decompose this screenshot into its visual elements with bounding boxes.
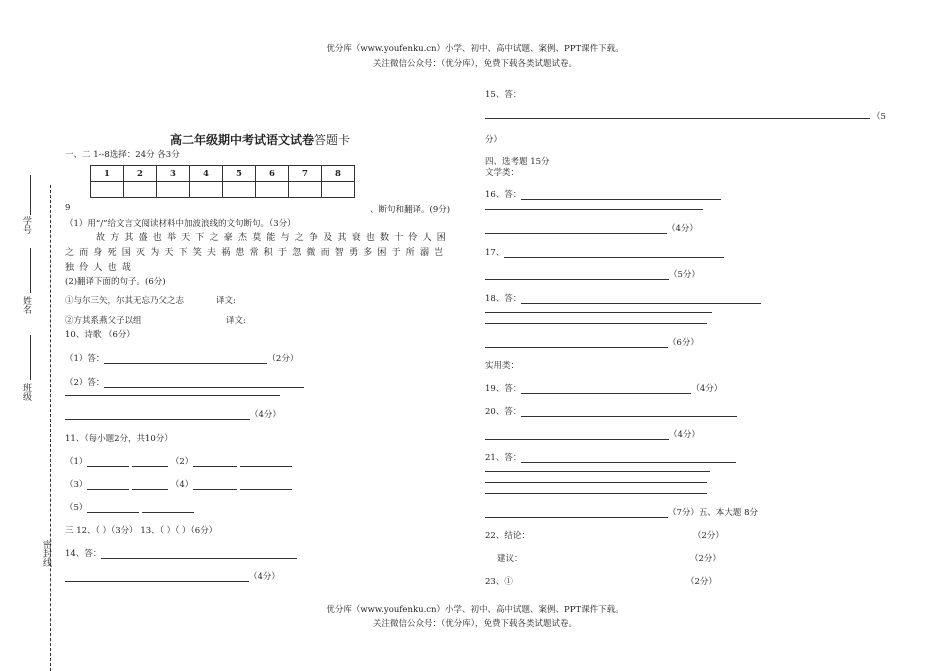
q10-2-answer-line-2[interactable] (65, 395, 280, 396)
q19-label: 19、答： (485, 384, 522, 394)
footer-line-2: 关注微信公众号：（优分库），免费下载各类试题试卷。 (372, 619, 577, 629)
q11-4-label: （4） (170, 480, 194, 490)
table-header-cell: 3 (157, 166, 190, 182)
footer-line-1: 优分库（www.youfenku.cn）小学、初中、高中试题、案例、PPT课件下载。 (326, 605, 624, 615)
q19-answer-line[interactable] (521, 384, 691, 394)
answer-cell[interactable] (190, 182, 223, 198)
passage-line-1: 故方其盛也举天下之豪杰莫能与之争及其衰也数十伶人困 (96, 233, 452, 243)
translation-1-sentence: ①与尔三矢，尔其无忘乃父之志 (65, 296, 185, 306)
q11-row-3 (65, 501, 194, 513)
q11-5-blank-a[interactable] (87, 503, 139, 513)
passage-line-3: 独伶人也哉 (65, 263, 137, 273)
q17-row (485, 246, 724, 258)
q10-2-label: （2）答： (65, 378, 105, 388)
answer-cell[interactable] (256, 182, 289, 198)
answer-cell[interactable] (322, 182, 355, 198)
q23-label: 23、① (485, 577, 513, 587)
q12-13-row: 三 12、（ ）（3分） 13、（ ）（ ）（6分） (65, 526, 218, 536)
answer-cell[interactable] (124, 182, 157, 198)
q9-title: 、断句和翻译。(9分) (370, 205, 451, 215)
table-header-cell: 8 (322, 166, 355, 182)
q17-score: （5分） (669, 270, 700, 280)
q18-answer-line[interactable] (521, 294, 761, 304)
q16-answer-line-2[interactable] (485, 209, 703, 210)
q21-label: 21、答： (485, 453, 522, 463)
q15-label: 15、答： (485, 90, 522, 100)
choice-answer-table (90, 165, 355, 198)
q11-row-1 (65, 455, 292, 467)
q11-1-blank-b[interactable] (132, 457, 168, 467)
q14-answer-line-2[interactable] (65, 572, 249, 582)
q21-answer-line[interactable] (521, 453, 736, 463)
q18-answer-line-2[interactable] (485, 312, 712, 313)
q11-1-blank-a[interactable] (87, 457, 129, 467)
header-line-2: 关注微信公众号：（优分库），免费下载各类试题试卷。 (372, 59, 577, 69)
q14-score: （4分） (249, 572, 280, 582)
q14-answer-line[interactable] (101, 549, 297, 559)
q15-score-b: 分） (485, 135, 503, 145)
seal-dashed-line (50, 185, 51, 671)
q10-title: 10、诗歌 （6分） (65, 330, 135, 340)
q22-advice-label: 建议： (497, 554, 523, 564)
q22-conclusion-score: （2分） (693, 531, 724, 541)
class-label: 班级 (21, 383, 31, 401)
q21-row (485, 451, 736, 463)
q21-score: （7分）五、本大题 8分 (668, 508, 759, 518)
title-main: 高二年级期中考试语文试卷 (170, 133, 315, 147)
practical-label: 实用类： (485, 361, 520, 371)
q23-score: （2分） (686, 577, 717, 587)
student-no-label: 学号 (21, 216, 31, 234)
q21-answer-line-2[interactable] (485, 471, 710, 472)
name-line (30, 248, 31, 293)
q10-2-row-3 (65, 408, 281, 420)
table-header-cell: 1 (91, 166, 124, 182)
q16-label: 16、答： (485, 190, 522, 200)
q16-answer-line-3[interactable] (485, 224, 667, 234)
answer-cell[interactable] (91, 182, 124, 198)
answer-cell[interactable] (223, 182, 256, 198)
answer-cell[interactable] (289, 182, 322, 198)
header-line-1: 优分库（www.youfenku.cn）小学、初中、高中试题、案例、PPT课件下载。 (326, 44, 624, 54)
q11-4-blank-a[interactable] (193, 480, 237, 490)
q10-1-label: （1）答： (65, 354, 105, 364)
q18-label: 18、答： (485, 294, 522, 304)
q17-label: 17、 (485, 248, 505, 258)
q18-answer-line-4[interactable] (485, 338, 668, 348)
q11-4-blank-b[interactable] (240, 480, 292, 490)
q10-2-answer-line-3[interactable] (65, 410, 250, 420)
q11-3-blank-a[interactable] (87, 480, 129, 490)
q21-row-5 (485, 506, 758, 518)
q9-2-instruction: (2)翻译下面的句子。(6分) (65, 277, 166, 287)
q14-row (65, 547, 297, 559)
q17-row-2 (485, 268, 700, 280)
q11-2-blank-b[interactable] (240, 457, 292, 467)
table-header-cell: 2 (124, 166, 157, 182)
q11-title: 11、（每小题2分，共10分） (65, 434, 173, 444)
q16-row-3 (485, 222, 698, 234)
section-1-label: 一、二 1--8选择：24分 各3分 (65, 150, 180, 160)
q18-score: （6分） (668, 338, 699, 348)
passage-line-2: 之而身死国灭为天下笑夫祸患常积于忽微而智勇多困于所溺岂 (65, 248, 449, 258)
q22-conclusion-label: 22、结论： (485, 531, 530, 541)
q11-1-label: （1） (65, 457, 88, 467)
page-title (170, 131, 350, 148)
q10-2-score: （4分） (250, 410, 281, 420)
table-header-cell: 6 (256, 166, 289, 182)
q22-advice-score: （2分） (690, 554, 721, 564)
answer-cell[interactable] (157, 182, 190, 198)
q10-2-row (65, 376, 304, 388)
q10-1-score: （2分） (267, 354, 299, 364)
q11-5-blank-b[interactable] (142, 503, 194, 513)
seal-line-label: 密封线 (41, 540, 51, 567)
class-line (30, 335, 31, 380)
q21-answer-line-4[interactable] (485, 493, 707, 494)
q20-row (485, 405, 737, 417)
q11-3-blank-b[interactable] (132, 480, 168, 490)
q10-1-row (65, 352, 298, 364)
q14-row-2 (65, 570, 280, 582)
q21-answer-line-3[interactable] (485, 482, 707, 483)
student-no-line (30, 175, 31, 215)
literature-label: 文学类： (485, 168, 520, 178)
q18-row (485, 292, 761, 304)
q20-score: （4分） (669, 430, 700, 440)
q10-2-answer-line[interactable] (104, 378, 304, 388)
q10-1-answer-line[interactable] (104, 354, 267, 364)
q20-answer-line-2[interactable] (485, 430, 669, 440)
name-label: 姓名 (21, 296, 31, 314)
q11-3-label: （3） (65, 480, 88, 490)
q18-row-4 (485, 336, 699, 348)
table-header-cell: 5 (223, 166, 256, 182)
table-header-cell: 7 (289, 166, 322, 182)
q18-answer-line-3[interactable] (485, 323, 707, 324)
q15-score-a: （5 (872, 112, 886, 122)
q16-answer-line[interactable] (521, 190, 721, 200)
q11-2-label: （2） (170, 457, 194, 467)
q11-5-label: （5） (65, 503, 88, 513)
table-header-cell: 4 (190, 166, 223, 182)
q11-2-blank-a[interactable] (193, 457, 237, 467)
q16-row (485, 188, 721, 200)
q14-label: 14、答： (65, 549, 102, 559)
title-suffix: 答题卡 (314, 133, 351, 147)
q11-row-2 (65, 478, 292, 490)
q20-answer-line[interactable] (521, 407, 737, 417)
translation-2-sentence: ②方其系燕父子以组 (65, 316, 142, 326)
q19-row (485, 382, 722, 394)
translation-2-label: 译文: (226, 316, 246, 326)
q20-row-2 (485, 428, 700, 440)
translation-1-label: 译文: (216, 296, 236, 306)
q16-score: （4分） (667, 224, 698, 234)
q15-answer-line[interactable] (485, 118, 870, 119)
q9-1-instruction: （1）用“/”给文言文阅读材料中加波浪线的文句断句。（3分） (65, 219, 296, 229)
q17-answer-line-2[interactable] (485, 270, 669, 280)
q19-score: （4分） (691, 384, 723, 394)
q17-answer-line[interactable] (504, 248, 724, 258)
q20-label: 20、答： (485, 407, 522, 417)
q21-answer-line-5[interactable] (485, 508, 668, 518)
section-4-label: 四、选考题 15分 (485, 157, 550, 167)
q9-number: 9 (65, 203, 71, 213)
